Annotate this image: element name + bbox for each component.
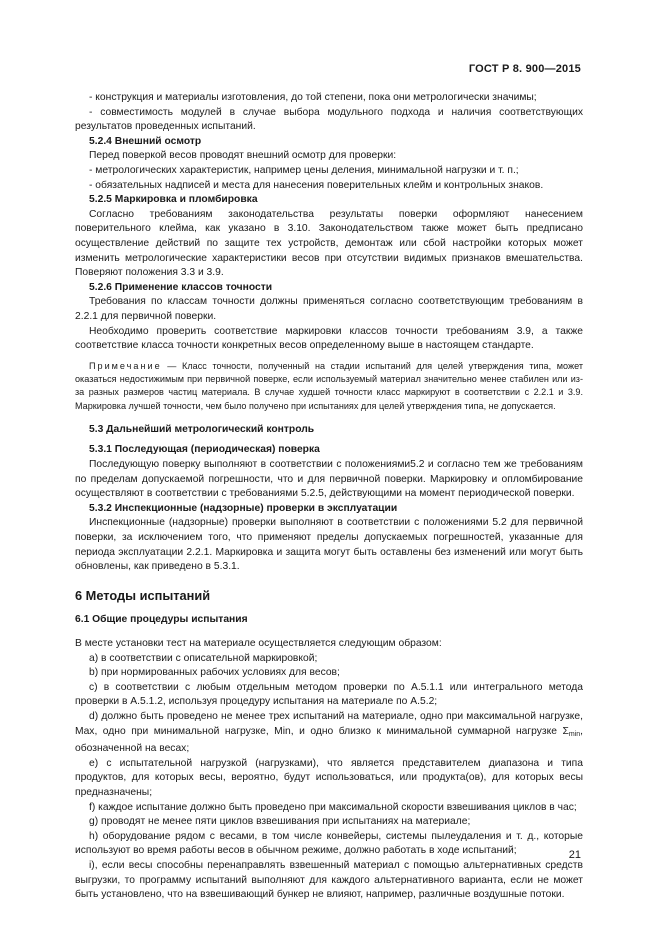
list-item xyxy=(75,710,583,757)
list-item: - совместимость модулей в случае выбора модульного подхода и наличия соответствующих результатов проведенных испытаний. xyxy=(75,106,583,133)
paragraph: Инспекционные (надзорные) проверки выполняют в соответствии с положениями 5.2 для первичной поверки, за исключением того, что применяют пределы допускаемых погрешностей, указанные для периода эксплуатации 2.2.1. Маркировка и защита могут быть оставлены без изменений или могут быть обновлены, как приведено в 5.3.1. xyxy=(75,517,583,573)
note xyxy=(75,360,583,413)
list-item: - обязательных надписей и места для нанесения поверительных клейм и контрольных знаков. xyxy=(89,179,544,191)
document-header: ГОСТ Р 8. 900—2015 xyxy=(468,63,581,75)
list-item: - конструкция и материалы изготовления, до той степени, пока они метрологически значимы; xyxy=(89,92,537,103)
list-item: f) каждое испытание должно быть проведено при максимальной скорости взвешивания циклов в час; xyxy=(89,801,577,813)
section-heading-5-2-4: 5.2.4 Внешний осмотр xyxy=(89,135,202,147)
document-body xyxy=(75,91,583,903)
section-heading-5-2-5: 5.2.5 Маркировка и пломбировка xyxy=(89,194,258,206)
note-text: — Класс точности, полученный на стадии испытаний для целей утверждения типа, может оказаться недостижимым при первичной поверке, если используемый материал значительно менее стабилен или из-за разных размеров частиц материала. В случае худшей точности класс маркируют в соответствии с 2.2.1 и 3.9. Маркировка лучшей точности, чем было получено при испытаниях для целей утверждения типа, не допускается. xyxy=(75,360,583,411)
list-item: g) проводят не менее пяти циклов взвешивания при испытаниях на материале; xyxy=(89,816,471,828)
chapter-heading-6: 6 Методы испытаний xyxy=(75,587,211,603)
paragraph: Требования по классам точности должны применяться согласно соответствующим требованиям в 2.2.1 для первичной поверки. xyxy=(75,296,583,322)
paragraph: Последующую поверку выполняют в соответствии с положениями5.2 и согласно тем же требованиям по пределам допускаемой погрешности, что и для первичной поверки. Маркировку и опломбирование осуществляют в соответствии с требованиями 5.2.5, действующими на момент периодической поверки. xyxy=(75,459,583,500)
section-heading-6-1: 6.1 Общие процедуры испытания xyxy=(75,614,248,626)
note-label: Примечание xyxy=(89,360,162,371)
section-heading-5-3-1: 5.3.1 Последующая (периодическая) поверка xyxy=(89,444,320,456)
list-item: a) в соответствии с описательной маркировкой; xyxy=(89,652,318,664)
sigma-subscript: min xyxy=(568,730,581,738)
list-item: c) в соответствии с любым отдельным методом проверки по А.5.1.1 или интегрального метода проверки в А.5.1.2, используя процедуру испытания на материале по А.5.2; xyxy=(75,681,583,708)
section-heading-5-3: 5.3 Дальнейший метрологический контроль xyxy=(89,423,315,435)
paragraph: Перед поверкой весов проводят внешний осмотр для проверки: xyxy=(89,150,397,162)
paragraph: Необходимо проверить соответствие маркировки классов точности требованиям 3.9, а также соответствие класса точности конкретных весов определенному выше в настоящем стандарте. xyxy=(75,325,583,352)
list-item: - метрологических характеристик, например цены деления, минимальной нагрузки и т. п.; xyxy=(89,164,519,176)
paragraph: В месте установки тест на материале осуществляется следующим образом: xyxy=(75,638,442,649)
list-item: b) при нормированных рабочих условиях для весов; xyxy=(89,667,340,679)
list-item-text: , обозначенной на весах; xyxy=(75,725,583,755)
list-item: e) с испытательной нагрузкой (нагрузками), что является представителем диапазона и типа продуктов, для которых весы, вероятно, будут использоваться, или продукта(ов), для которых весы предназначены; xyxy=(75,757,583,798)
list-item: h) оборудование рядом с весами, в том числе конвейеры, системы пылеудаления и т. д., которые используют во время работы весов в обычном режиме, должно работать в ходе испытаний; xyxy=(75,830,583,857)
section-heading-5-2-6: 5.2.6 Применение классов точности xyxy=(89,281,273,293)
section-heading-5-3-2: 5.3.2 Инспекционные (надзорные) проверки в эксплуатации xyxy=(89,502,398,514)
paragraph: Согласно требованиям законодательства результаты поверки оформляют нанесением поверительного клейма, как указано в 3.10. Законодательством также может быть предписано осуществление действий по защите тех устройств, демонтаж или сбой настройки которых может изменить метрологические характеристики весов при отсутствии видимых признаков вмешательства. Поверяют положения 3.3 и 3.9. xyxy=(75,208,583,279)
sigma-symbol: Σ xyxy=(562,725,569,737)
page-number: 21 xyxy=(568,849,581,861)
list-item: i), если весы способны перенаправлять взвешенный материал с помощью альтернативных средств выгрузки, то программу испытаний выполняют для каждого альтернативного варианта, если не может быть установлено, что на взвешивающий бункер не влияют, например, различные воздушные потоки. xyxy=(75,859,583,901)
list-item-text: d) должно быть проведено не менее трех испытаний на материале, одно при максимальной нагрузке, Max, одно при минимальной нагрузке, Min, и одно близко к минимальной суммарной нагрузке xyxy=(75,710,583,737)
